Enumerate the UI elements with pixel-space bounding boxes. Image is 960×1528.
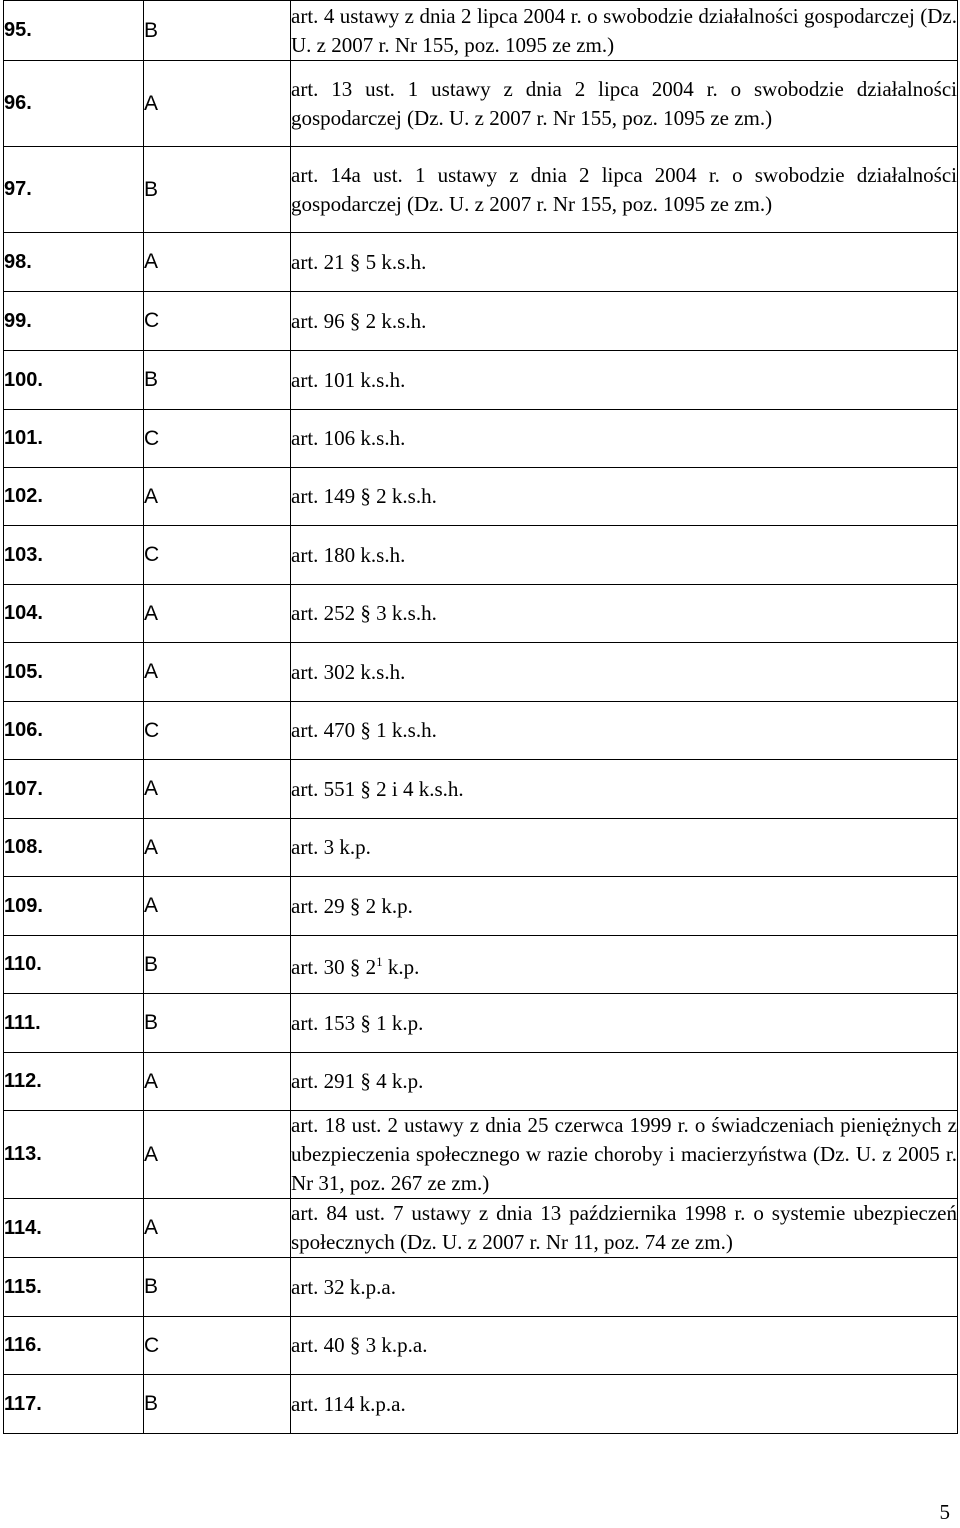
legal-reference: art. 149 § 2 k.s.h. (291, 468, 958, 526)
answer-letter: A (144, 233, 291, 292)
question-number: 102. (4, 468, 144, 526)
table-row (4, 61, 958, 147)
table-row (4, 760, 958, 819)
legal-reference: art. 21 § 5 k.s.h. (291, 233, 958, 292)
question-number: 114. (4, 1199, 144, 1258)
answer-letter: C (144, 526, 291, 585)
question-number: 111. (4, 994, 144, 1053)
question-number: 100. (4, 351, 144, 410)
table-row (4, 526, 958, 585)
legal-reference: art. 13 ust. 1 ustawy z dnia 2 lipca 2004 r. o swobodzie działalności gospodarczej (Dz. U. z 2007 r. Nr 155, poz. 1095 ze zm.) (291, 61, 958, 147)
answer-letter: A (144, 760, 291, 819)
answer-letter: B (144, 1, 291, 61)
table-row (4, 410, 958, 468)
answer-letter: C (144, 292, 291, 351)
answer-letter: B (144, 994, 291, 1053)
question-number: 104. (4, 585, 144, 643)
answer-letter: A (144, 1053, 291, 1111)
legal-reference: art. 96 § 2 k.s.h. (291, 292, 958, 351)
question-number: 103. (4, 526, 144, 585)
answer-letter: A (144, 1111, 291, 1199)
answer-letter: C (144, 1317, 291, 1375)
table-row (4, 936, 958, 994)
question-number: 95. (4, 1, 144, 61)
table-row (4, 585, 958, 643)
table-row (4, 147, 958, 233)
answer-letter: B (144, 936, 291, 994)
page-number: 5 (939, 1500, 950, 1524)
legal-reference (291, 936, 958, 994)
legal-reference: art. 40 § 3 k.p.a. (291, 1317, 958, 1375)
question-number: 105. (4, 643, 144, 702)
answer-letter: A (144, 819, 291, 877)
answer-letter: A (144, 468, 291, 526)
table-row (4, 1, 958, 61)
legal-reference: art. 291 § 4 k.p. (291, 1053, 958, 1111)
table-row (4, 1199, 958, 1258)
legal-reference: art. 18 ust. 2 ustawy z dnia 25 czerwca 1999 r. o świadczeniach pieniężnych z ubezpieczenia społecznego w razie choroby i macierzyństwa (Dz. U. z 2005 r. Nr 31, poz. 267 ze zm.) (291, 1111, 958, 1199)
question-number: 99. (4, 292, 144, 351)
legal-reference: art. 114 k.p.a. (291, 1375, 958, 1434)
answer-letter: B (144, 1375, 291, 1434)
question-number: 101. (4, 410, 144, 468)
table-row (4, 292, 958, 351)
question-number: 115. (4, 1258, 144, 1317)
answer-letter: C (144, 410, 291, 468)
legal-reference: art. 153 § 1 k.p. (291, 994, 958, 1053)
table-row (4, 351, 958, 410)
question-number: 107. (4, 760, 144, 819)
table-row (4, 643, 958, 702)
legal-reference: art. 4 ustawy z dnia 2 lipca 2004 r. o swobodzie działalności gospodarczej (Dz. U. z 2007 r. Nr 155, poz. 1095 ze zm.) (291, 1, 958, 61)
table-row (4, 702, 958, 760)
legal-reference: art. 551 § 2 i 4 k.s.h. (291, 760, 958, 819)
answer-letter: C (144, 702, 291, 760)
legal-reference: art. 14a ust. 1 ustawy z dnia 2 lipca 2004 r. o swobodzie działalności gospodarczej (Dz. U. z 2007 r. Nr 155, poz. 1095 ze zm.) (291, 147, 958, 233)
reference-suffix: k.p. (382, 955, 420, 979)
answer-letter: A (144, 61, 291, 147)
legal-reference: art. 84 ust. 7 ustawy z dnia 13 października 1998 r. o systemie ubezpieczeń społecznych (Dz. U. z 2007 r. Nr 11, poz. 74 ze zm.) (291, 1199, 958, 1258)
question-number: 109. (4, 877, 144, 936)
answer-letter: B (144, 1258, 291, 1317)
legal-reference: art. 29 § 2 k.p. (291, 877, 958, 936)
answer-key-table (3, 0, 958, 1434)
question-number: 98. (4, 233, 144, 292)
question-number: 116. (4, 1317, 144, 1375)
table-row (4, 1111, 958, 1199)
question-number: 113. (4, 1111, 144, 1199)
table-row (4, 877, 958, 936)
superscript: 1 (376, 954, 383, 969)
question-number: 108. (4, 819, 144, 877)
table-row (4, 468, 958, 526)
answer-letter: A (144, 877, 291, 936)
table-row (4, 1317, 958, 1375)
legal-reference: art. 180 k.s.h. (291, 526, 958, 585)
table-row (4, 994, 958, 1053)
question-number: 117. (4, 1375, 144, 1434)
question-number: 112. (4, 1053, 144, 1111)
answer-letter: B (144, 351, 291, 410)
legal-reference: art. 302 k.s.h. (291, 643, 958, 702)
answer-letter: B (144, 147, 291, 233)
legal-reference: art. 32 k.p.a. (291, 1258, 958, 1317)
legal-reference: art. 101 k.s.h. (291, 351, 958, 410)
question-number: 106. (4, 702, 144, 760)
legal-reference: art. 3 k.p. (291, 819, 958, 877)
table-row (4, 819, 958, 877)
table-row (4, 1053, 958, 1111)
table-row (4, 233, 958, 292)
legal-reference: art. 252 § 3 k.s.h. (291, 585, 958, 643)
answer-letter: A (144, 643, 291, 702)
legal-reference: art. 106 k.s.h. (291, 410, 958, 468)
question-number: 96. (4, 61, 144, 147)
table-row (4, 1258, 958, 1317)
table-row (4, 1375, 958, 1434)
answer-letter: A (144, 585, 291, 643)
answer-letter: A (144, 1199, 291, 1258)
reference-text: art. 30 § 2 (291, 955, 377, 979)
question-number: 97. (4, 147, 144, 233)
question-number: 110. (4, 936, 144, 994)
legal-reference: art. 470 § 1 k.s.h. (291, 702, 958, 760)
